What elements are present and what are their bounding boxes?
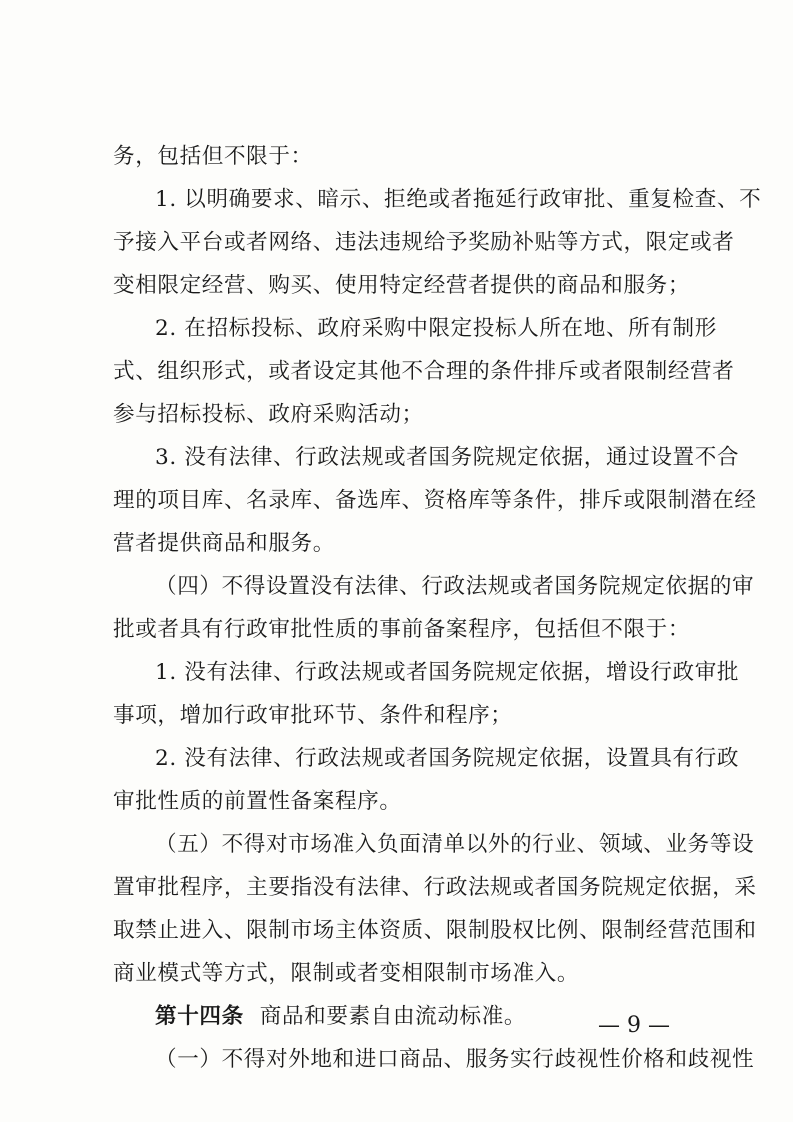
paragraph-line: 2. 没有法律、行政法规或者国务院规定依据，设置具有行政 — [155, 746, 740, 771]
article-text: 商品和要素自由流动标准。 — [259, 1004, 527, 1029]
paragraph-line: 务，包括但不限于： — [113, 144, 313, 169]
paragraph-line: 置审批程序，主要指没有法律、行政法规或者国务院规定依据，采 — [113, 875, 757, 900]
article-heading: 第十四条 — [155, 1004, 244, 1029]
paragraph-line: 参与招标投标、政府采购活动； — [113, 402, 424, 427]
paragraph-line: 变相限定经营、购买、使用特定经营者提供的商品和服务； — [113, 273, 691, 298]
paragraph-line: 予接入平台或者网络、违法违规给予奖励补贴等方式，限定或者 — [113, 230, 735, 255]
paragraph-line: 商业模式等方式，限制或者变相限制市场准入。 — [113, 961, 580, 986]
paragraph-line: （五）不得对市场准入负面清单以外的行业、领域、业务等设 — [155, 832, 755, 857]
paragraph-line: 事项，增加行政审批环节、条件和程序； — [113, 703, 513, 728]
paragraph-line: 式、组织形式，或者设定其他不合理的条件排斥或者限制经营者 — [113, 359, 735, 384]
paragraph-line: 批或者具有行政审批性质的事前备案程序，包括但不限于： — [113, 617, 691, 642]
paragraph-line: 1. 没有法律、行政法规或者国务院规定依据，增设行政审批 — [155, 660, 740, 685]
paragraph-line: （一）不得对外地和进口商品、服务实行歧视性价格和歧视性 — [155, 1047, 755, 1072]
paragraph-line: 2. 在招标投标、政府采购中限定投标人所在地、所有制形 — [155, 316, 717, 341]
paragraph-line: 营者提供商品和服务。 — [113, 531, 335, 556]
paragraph-line: 理的项目库、名录库、备选库、资格库等条件，排斥或限制潜在经 — [113, 488, 757, 513]
paragraph-line: 审批性质的前置性备案程序。 — [113, 789, 402, 814]
paragraph-line: 1. 以明确要求、暗示、拒绝或者拖延行政审批、重复检查、不 — [155, 187, 762, 212]
paragraph-line: （四）不得设置没有法律、行政法规或者国务院规定依据的审 — [155, 574, 755, 599]
paragraph-line: 3. 没有法律、行政法规或者国务院规定依据，通过设置不合 — [155, 445, 740, 470]
paragraph-line: 取禁止进入、限制市场主体资质、限制股权比例、限制经营范围和 — [113, 918, 757, 943]
page-number: — 9 — — [598, 1013, 670, 1038]
